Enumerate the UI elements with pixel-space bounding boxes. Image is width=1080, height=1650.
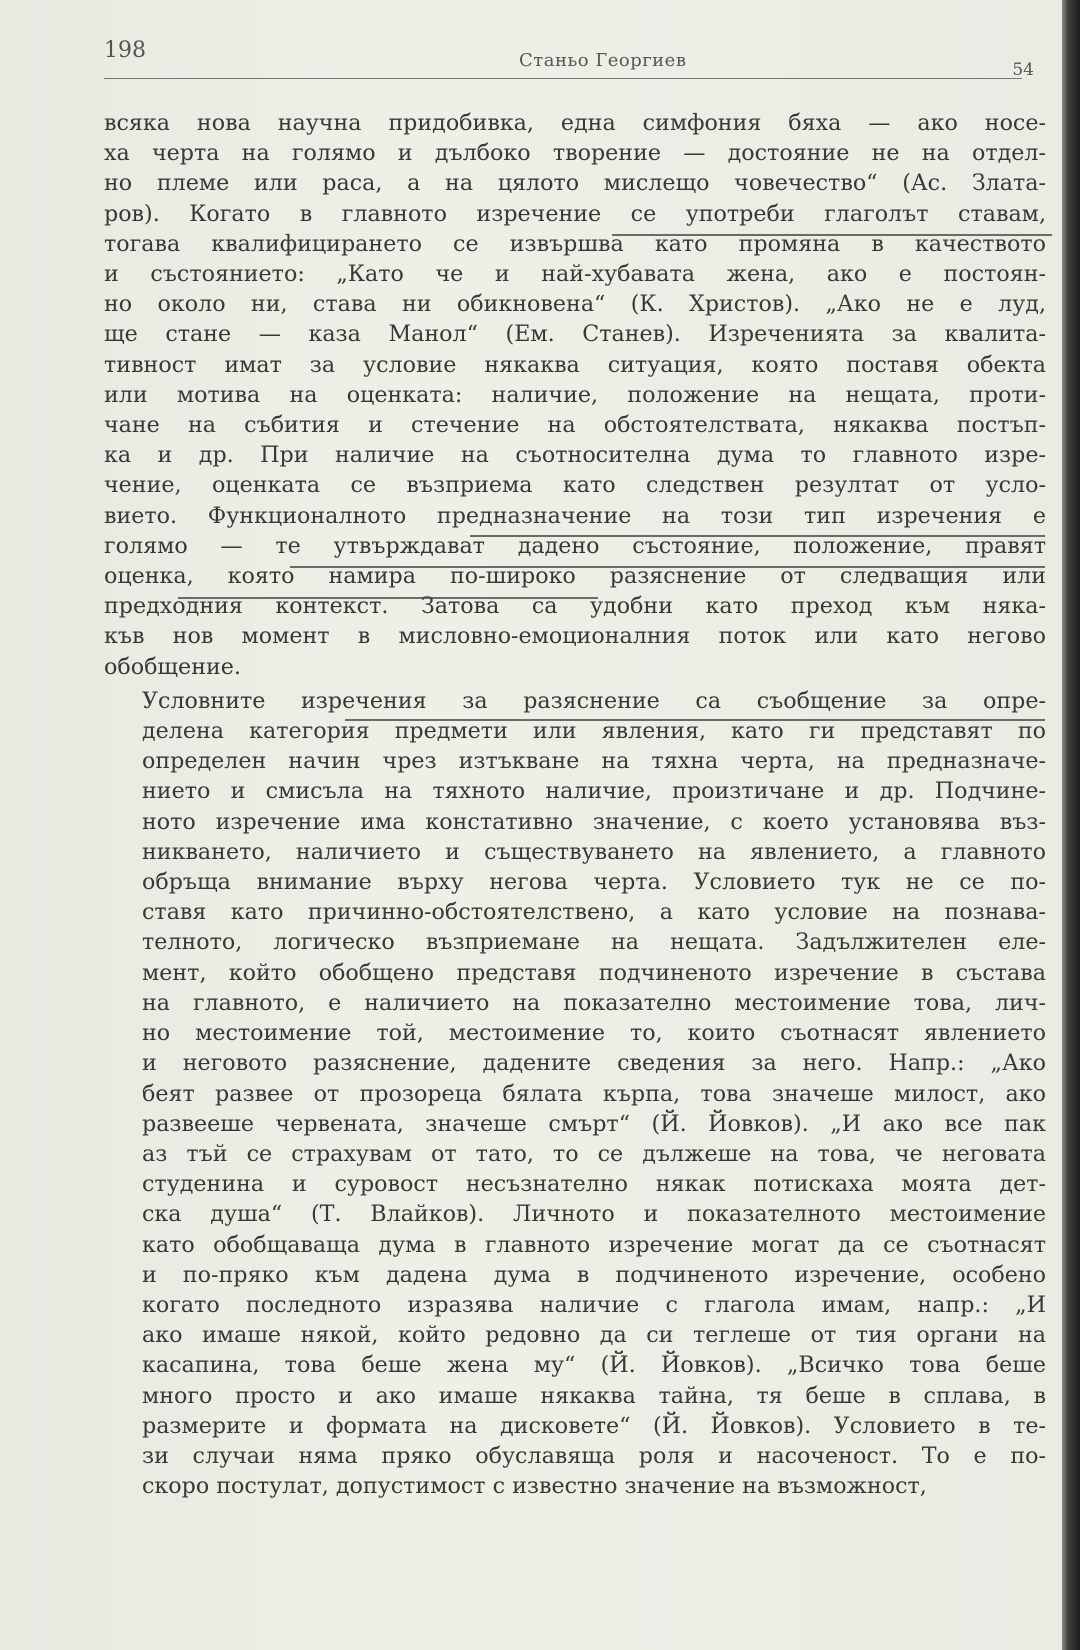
text-line: зи случаи няма пряко обуславяща роля и насоченост. То е по- (142, 1442, 1046, 1469)
pencil-underline (290, 566, 1045, 568)
text-line: развееше червената, значеше смърт“ (Й. Йовков). „И ако все пак (142, 1110, 1046, 1137)
text-line: ров). Когато в главното изречение се употреби глаголът ставам, (104, 200, 1046, 227)
page-header (104, 34, 1032, 82)
paragraph (104, 686, 1046, 1501)
book-spine-edge (1062, 0, 1080, 1650)
signature-mark: 54 (1012, 60, 1034, 80)
pencil-underline (178, 597, 598, 599)
text-line: когато последното изразява наличие с глагола имам, напр.: „И (142, 1291, 1046, 1318)
text-line: ставя като причинно-обстоятелствено, а като условие на познава- (142, 899, 1046, 926)
text-line: но около ни, става ни обикновена“ (К. Христов). „Ако не е луд, (104, 291, 1046, 318)
text-line: делена категория предмети или явления, като ги представят по (142, 718, 1046, 745)
pencil-underline (470, 535, 1045, 537)
text-line: къв нов момент в мисловно-емоционалния поток или като негово (104, 623, 1046, 650)
text-line: и по-пряко към дадена дума в подчиненото изречение, особено (142, 1261, 1046, 1288)
pencil-underline (345, 719, 1045, 721)
text-line: ще стане — каза Манол“ (Ем. Станев). Изреченията за квалита- (104, 321, 1046, 348)
text-line: беят развее от прозореца бялата кърпа, това значеше милост, ако (142, 1080, 1046, 1107)
text-line: ка и др. При наличие на съотносителна дума то главното изре- (104, 442, 1046, 469)
text-line: или мотива на оценката: наличие, положение на нещата, проти- (104, 381, 1046, 408)
text-line: Условните изречения за разяснение са съобщение за опре- (142, 687, 1046, 714)
text-line: студенина и суровост несъзнателно някак потискаха моята дет- (142, 1171, 1046, 1198)
text-line: ска душа“ (Т. Влайков). Личното и показателното местоимение (142, 1201, 1046, 1228)
text-line: голямо — те утвърждават дадено състояние, положение, правят (104, 532, 1046, 559)
pencil-underline (612, 234, 1052, 236)
text-line: ното изречение има констативно значение, с което установява въз- (142, 808, 1046, 835)
text-line: мент, който обобщено представя подчиненото изречение в състава (142, 959, 1046, 986)
text-line: касапина, това беше жена му“ (Й. Йовков). „Всичко това беше (142, 1352, 1046, 1379)
text-line: но местоимение той, местоимение то, които съотнасят явлението (142, 1020, 1046, 1047)
text-line: ха черта на голямо и дълбоко творение — достояние не на отдел- (104, 140, 1046, 167)
text-line: предходния контекст. Затова са удобни като преход към няка- (104, 593, 1046, 620)
text-line: много просто и ако имаше някаква тайна, тя беше в сплава, в (142, 1382, 1046, 1409)
text-line: обръща внимание върху негова черта. Условието тук не се по- (142, 869, 1046, 896)
text-line: тивност имат за условие някаква ситуация, която поставя обекта (104, 351, 1046, 378)
text-line: но племе или раса, а на цялото мислещо човечество“ (Ас. Злата- (104, 170, 1046, 197)
text-line: чане на събития и стечение на обстоятелствата, някаква постъп- (104, 412, 1046, 439)
page-number: 198 (104, 38, 146, 63)
text-line: нието и смисъла на тяхното наличие, произтичане и др. Подчине- (142, 778, 1046, 805)
text-line: размерите и формата на дисковете“ (Й. Йовков). Условието в те- (142, 1412, 1046, 1439)
text-line: като обобщаваща дума в главното изречение могат да се съотнасят (142, 1231, 1046, 1258)
text-line: вието. Функционалното предназначение на този тип изречения е (104, 502, 1046, 529)
text-line: скоро постулат, допустимост с известно значение на възможност, (142, 1473, 927, 1500)
text-line: всяка нова научна придобивка, една симфония бяха — ако носе- (104, 110, 1046, 136)
text-line: на главното, е наличието на показателно местоимение това, лич- (142, 989, 1046, 1016)
text-line: никването, наличието и съществуването на явлението, а главното (142, 838, 1046, 865)
running-head: Станьо Георгиев (519, 50, 687, 71)
text-line: и състоянието: „Като че и най-хубавата жена, ако е постоян- (104, 261, 1046, 288)
text-line: оценка, която намира по-широко разяснение от следващия или (104, 563, 1046, 590)
header-rule (104, 78, 1022, 79)
text-line: ако имаше някой, който редовно да си теглеше от тия органи на (142, 1322, 1046, 1349)
text-line: определен начин чрез изтъкване на тяхна черта, на предназначе- (142, 748, 1046, 775)
text-line: обобщение. (104, 653, 241, 680)
body-text (104, 108, 1046, 1501)
text-line: и неговото разяснение, дадените сведения за него. Напр.: „Ако (142, 1050, 1046, 1077)
text-line: тогава квалифицирането се извършва като промяна в качеството (104, 230, 1046, 257)
text-line: чение, оценката се възприема като следствен резултат от усло- (104, 472, 1046, 499)
text-line: телното, логическо възприемане на нещата. Задължителен еле- (142, 929, 1046, 956)
paragraph (104, 108, 1046, 682)
text-line: аз тъй се страхувам от тато, то се дължеше на това, че неговата (142, 1140, 1046, 1167)
